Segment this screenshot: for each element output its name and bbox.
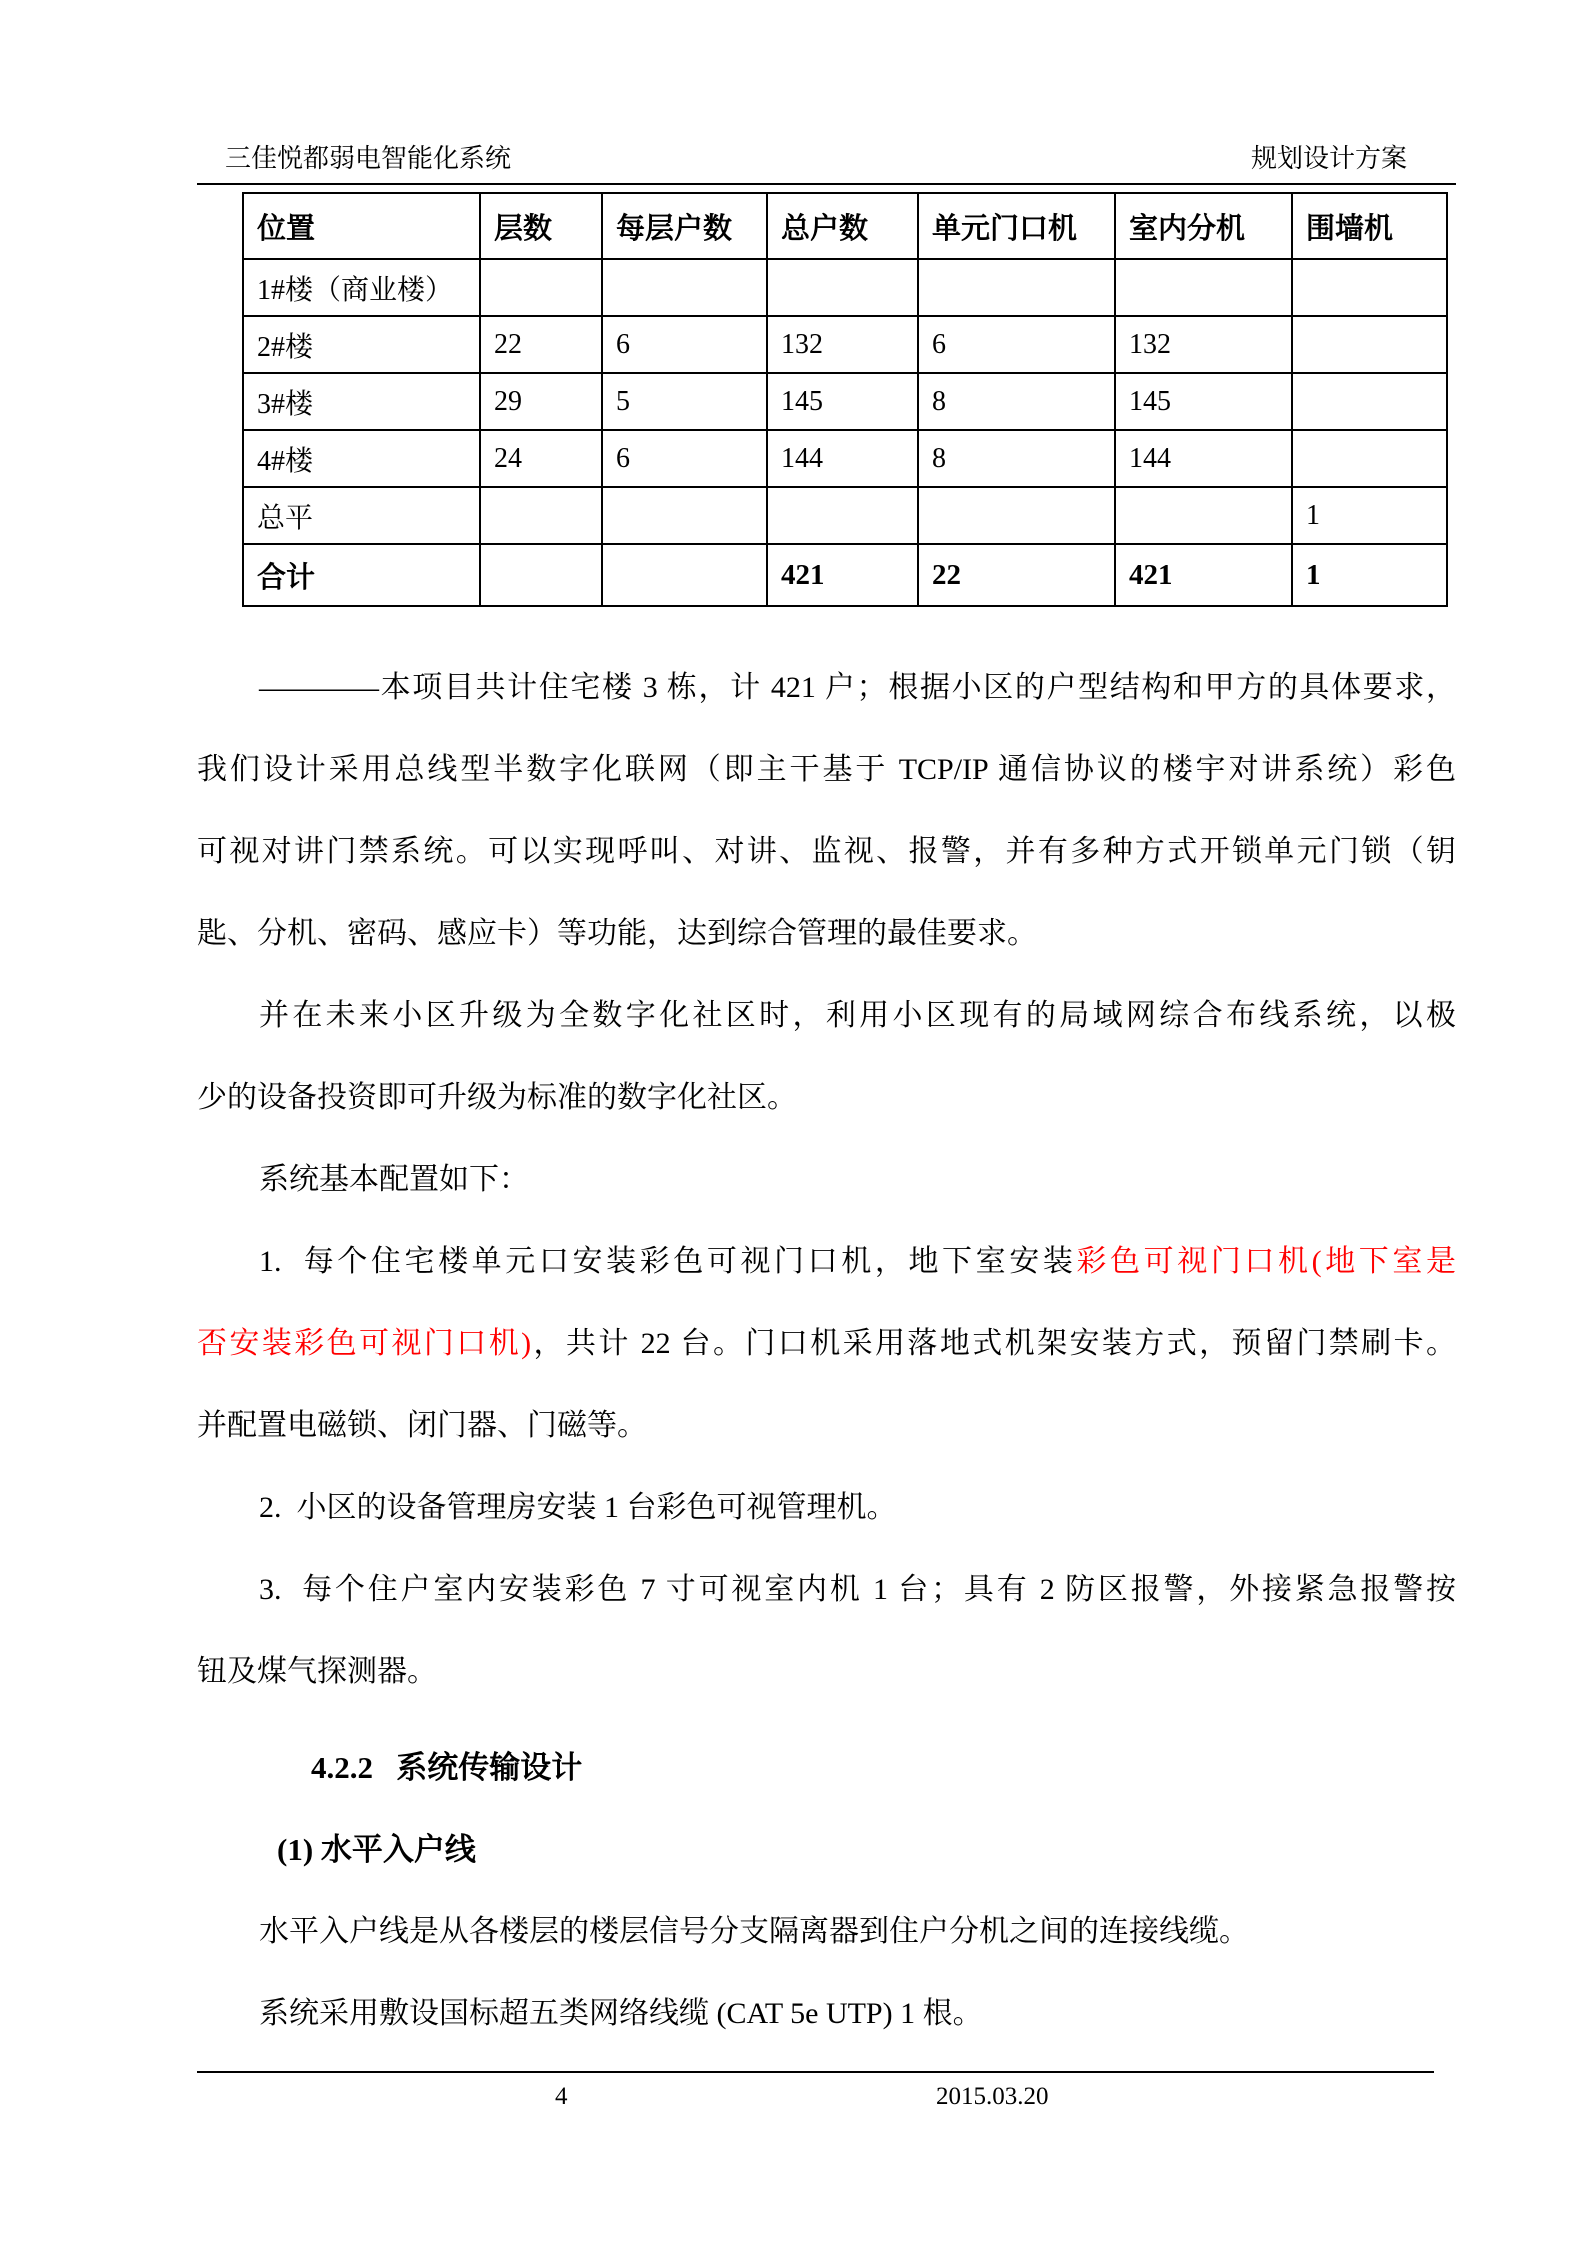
table-header-cell: 层数 xyxy=(480,193,602,259)
page-header xyxy=(197,144,1456,185)
text-segment: 少的设备投资即可升级为标准的数字化社区。 xyxy=(197,1081,797,1114)
table-cell: 421 xyxy=(767,544,918,606)
table-cell xyxy=(1115,487,1292,544)
table-header-cell: 每层户数 xyxy=(602,193,767,259)
table-cell: 132 xyxy=(767,316,918,373)
table-cell: 29 xyxy=(480,373,602,430)
text-line xyxy=(197,893,1456,975)
text-line xyxy=(197,1139,1456,1221)
text-segment: 系统采用敷设国标超五类网络线缆 (CAT 5e UTP) 1 根。 xyxy=(259,1997,983,2030)
table-cell xyxy=(767,259,918,316)
table-row-label: 4#楼 xyxy=(243,430,480,487)
table-cell xyxy=(1292,316,1447,373)
table-cell xyxy=(480,259,602,316)
text-segment: 我们设计采用总线型半数字化联网（即主干基于 TCP/IP 通信协议的楼宇对讲系统）彩色 xyxy=(197,753,1456,786)
table-header-row xyxy=(243,193,1447,259)
table-cell xyxy=(1115,259,1292,316)
text-segment: 水平入户线是从各楼层的楼层信号分支隔离器到住户分机之间的连接线缆。 xyxy=(259,1915,1249,1948)
text-line xyxy=(197,811,1456,893)
text-segment: 并在未来小区升级为全数字化社区时，利用小区现有的局域网综合布线系统，以极 xyxy=(259,999,1456,1032)
table-cell xyxy=(602,487,767,544)
footer-date: 2015.03.20 xyxy=(936,2083,1049,2110)
text-line xyxy=(197,1549,1456,1631)
table-head xyxy=(243,193,1447,259)
text-segment-red: 彩色可视门口机(地下室是 xyxy=(1076,1245,1456,1278)
document-body xyxy=(197,647,1456,2055)
text-line xyxy=(197,647,1456,729)
text-line xyxy=(197,1057,1456,1139)
header-left-text: 三佳悦都弱电智能化系统 xyxy=(225,144,512,173)
table-cell: 6 xyxy=(602,316,767,373)
table-cell xyxy=(1292,373,1447,430)
header-right-text: 规划设计方案 xyxy=(1250,144,1407,173)
text-segment: 4.2.2 系统传输设计 xyxy=(311,1750,583,1785)
table-cell: 1 xyxy=(1292,487,1447,544)
table-cell xyxy=(480,487,602,544)
table-row xyxy=(243,316,1447,373)
table-cell: 8 xyxy=(918,430,1115,487)
table-cell: 6 xyxy=(602,430,767,487)
text-line xyxy=(197,1891,1456,1973)
text-segment: 可视对讲门禁系统。可以实现呼叫、对讲、监视、报警，并有多种方式开锁单元门锁（钥 xyxy=(197,835,1456,868)
text-line xyxy=(197,1467,1456,1549)
text-segment: 1. 每个住宅楼单元口安装彩色可视门口机，地下室安装 xyxy=(259,1245,1077,1278)
text-segment: 并配置电磁锁、闭门器、门磁等。 xyxy=(197,1409,647,1442)
text-line xyxy=(197,975,1456,1057)
table-row-label: 合计 xyxy=(243,544,480,606)
text-segment: 2. 小区的设备管理房安装 1 台彩色可视管理机。 xyxy=(259,1491,897,1524)
table-row-label: 总平 xyxy=(243,487,480,544)
table-body xyxy=(243,259,1447,606)
text-segment-red: 否安装彩色可视门口机) xyxy=(197,1327,532,1360)
text-line xyxy=(197,729,1456,811)
table-cell xyxy=(1292,430,1447,487)
table-header-cell: 室内分机 xyxy=(1115,193,1292,259)
page-footer xyxy=(197,2071,1434,2133)
table-row xyxy=(243,430,1447,487)
table-cell: 8 xyxy=(918,373,1115,430)
table-row xyxy=(243,259,1447,316)
table-header-cell: 单元门口机 xyxy=(918,193,1115,259)
table-cell xyxy=(480,544,602,606)
table-cell: 132 xyxy=(1115,316,1292,373)
section-heading xyxy=(197,1727,1456,1809)
text-segment: (1) 水平入户线 xyxy=(277,1832,476,1867)
page-number: 4 xyxy=(555,2083,568,2110)
text-segment: 钮及煤气探测器。 xyxy=(197,1655,437,1688)
text-segment: ————本项目共计住宅楼 3 栋，计 421 户；根据小区的户型结构和甲方的具体要求， xyxy=(259,671,1456,704)
table-cell: 145 xyxy=(767,373,918,430)
table-header-cell: 围墙机 xyxy=(1292,193,1447,259)
text-line xyxy=(197,1973,1456,2055)
table-cell: 22 xyxy=(918,544,1115,606)
table-cell xyxy=(1292,259,1447,316)
table-row xyxy=(243,544,1447,606)
table-row-label: 3#楼 xyxy=(243,373,480,430)
text-line xyxy=(197,1221,1456,1303)
sub-heading xyxy=(197,1809,1456,1891)
text-line xyxy=(197,1631,1456,1713)
text-segment: ，共计 22 台。门口机采用落地式机架安装方式，预留门禁刷卡。 xyxy=(531,1327,1456,1360)
table-header-cell: 总户数 xyxy=(767,193,918,259)
table-cell: 22 xyxy=(480,316,602,373)
table-cell: 6 xyxy=(918,316,1115,373)
table-header-cell: 位置 xyxy=(243,193,480,259)
table-cell: 145 xyxy=(1115,373,1292,430)
table-cell xyxy=(767,487,918,544)
table-cell: 24 xyxy=(480,430,602,487)
table-cell: 144 xyxy=(767,430,918,487)
table-cell: 1 xyxy=(1292,544,1447,606)
table-cell xyxy=(602,259,767,316)
text-segment: 匙、分机、密码、感应卡）等功能，达到综合管理的最佳要求。 xyxy=(197,917,1037,950)
table-cell xyxy=(918,487,1115,544)
text-line xyxy=(197,1303,1456,1385)
text-line xyxy=(197,1385,1456,1467)
intercom-config-table xyxy=(242,192,1448,607)
table-row xyxy=(243,487,1447,544)
table-cell: 144 xyxy=(1115,430,1292,487)
table-cell xyxy=(602,544,767,606)
table-cell: 421 xyxy=(1115,544,1292,606)
table-row xyxy=(243,373,1447,430)
text-segment: 3. 每个住户室内安装彩色 7 寸可视室内机 1 台；具有 2 防区报警，外接紧急报警按 xyxy=(259,1573,1456,1606)
text-segment: 系统基本配置如下： xyxy=(259,1163,529,1196)
table-cell xyxy=(918,259,1115,316)
table-row-label: 1#楼（商业楼） xyxy=(243,259,480,316)
table-row-label: 2#楼 xyxy=(243,316,480,373)
table-cell: 5 xyxy=(602,373,767,430)
